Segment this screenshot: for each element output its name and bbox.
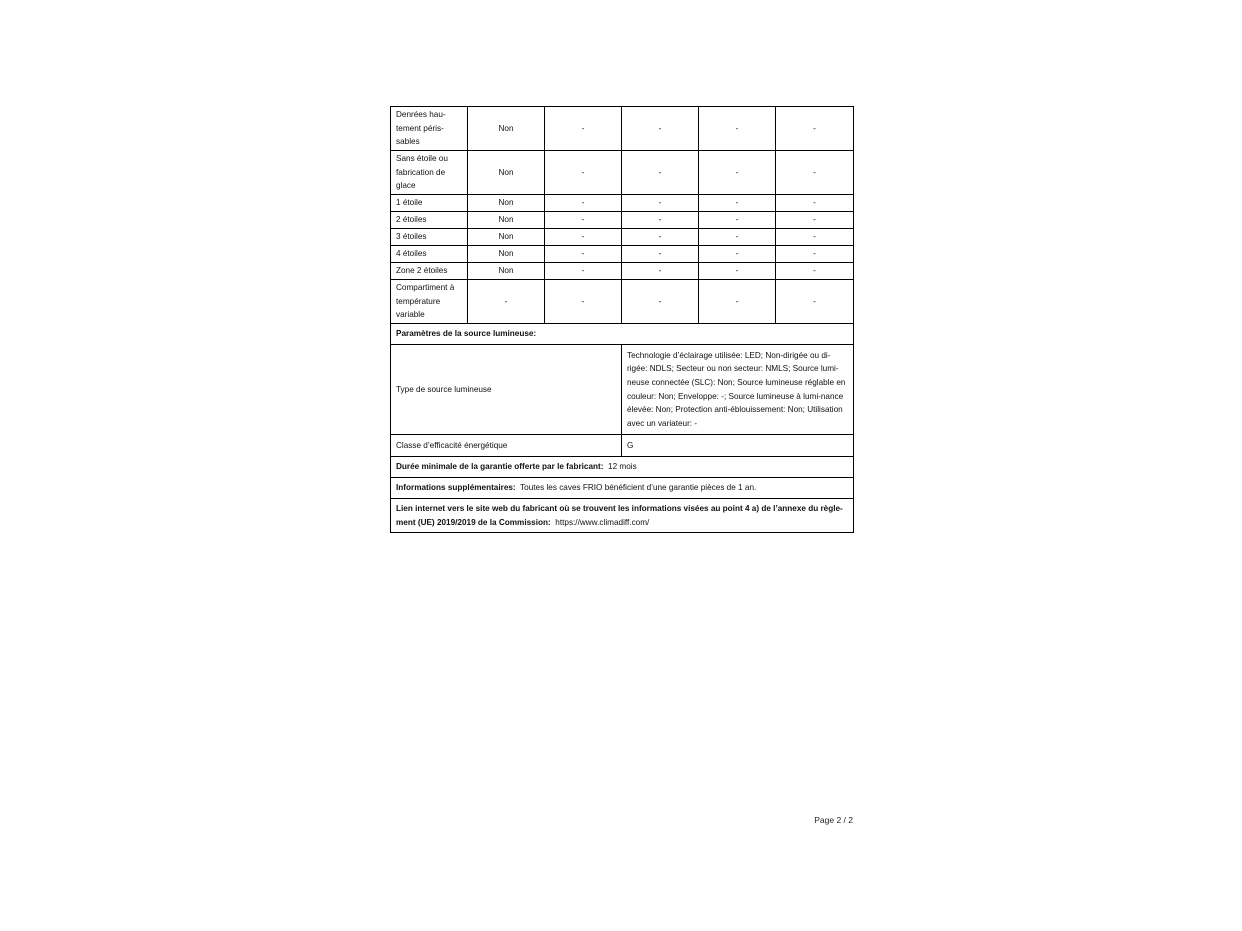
compartment-value: Non [468,246,545,263]
compartment-value: - [776,263,854,280]
compartment-name: 4 étoiles [391,246,468,263]
warranty-row [391,457,854,478]
manufacturer-link-row [391,499,854,533]
table-row [391,263,854,280]
manufacturer-link[interactable]: https://www.climadiff.com/ [555,517,650,527]
light-source-type-value: Technologie d’éclairage utilisée: LED; Non-dirigée ou di-rigée: NDLS; Secteur ou non secteur: NMLS; Source lumi-neuse connectée (SLC): Non; Source lumineuse réglable en couleur: Non; Enveloppe: -; Source lumineuse à lumi-nance élevée: Non; Protection anti-éblouissement: Non; Utilisation avec un variateur: - [622,345,854,435]
compartment-value: - [699,195,776,212]
compartment-value: - [545,280,622,324]
compartment-name: Compartiment à température variable [391,280,468,324]
light-source-section-title: Paramètres de la source lumineuse: [391,324,854,345]
warranty-label: Durée minimale de la garantie offerte par le fabricant: [396,462,604,472]
compartment-name: 2 étoiles [391,212,468,229]
compartment-value: - [545,107,622,151]
warranty-value: 12 mois [608,462,637,472]
compartment-value: - [545,195,622,212]
compartment-value: - [622,195,699,212]
compartment-value: Non [468,151,545,195]
compartment-value: - [699,212,776,229]
compartment-value: - [776,195,854,212]
table-row [391,478,854,499]
compartment-value: - [776,280,854,324]
compartment-value: - [699,280,776,324]
page-number: Page 2 / 2 [814,815,853,825]
compartment-value: - [699,229,776,246]
compartment-name: 1 étoile [391,195,468,212]
table-row [391,457,854,478]
compartment-value: Non [468,195,545,212]
light-source-type-label: Type de source lumineuse [391,345,622,435]
table-row [391,107,854,151]
compartment-value: - [776,212,854,229]
manufacturer-link-label: Lien internet vers le site web du fabricant où se trouvent les informations visées au point 4 a) de l’annexe du règle-ment (UE) 2019/2019 de la Commission: [396,504,843,527]
energy-efficiency-label: Classe d’efficacité énergétique [391,435,622,457]
compartment-value: - [699,246,776,263]
compartment-value: - [776,246,854,263]
compartment-value: - [622,263,699,280]
compartment-value: Non [468,229,545,246]
compartment-value: - [622,246,699,263]
compartment-value: - [776,151,854,195]
compartment-value: Non [468,107,545,151]
compartment-name: 3 étoiles [391,229,468,246]
compartment-value: - [545,212,622,229]
additional-info-row [391,478,854,499]
table-row [391,195,854,212]
compartment-value: - [545,263,622,280]
compartment-value: Non [468,212,545,229]
table-row [391,499,854,533]
additional-info-value: Toutes les caves FRIO bénéficient d’une garantie pièces de 1 an. [520,483,757,493]
compartment-value: - [699,151,776,195]
table-row [391,280,854,324]
compartment-value: - [776,107,854,151]
product-info-table [390,106,854,533]
compartment-value: - [699,107,776,151]
compartment-value: - [622,107,699,151]
table-row [391,345,854,435]
compartment-name: Zone 2 étoiles [391,263,468,280]
table-row [391,212,854,229]
compartment-value: - [699,263,776,280]
compartment-value: Non [468,263,545,280]
compartment-name: Denrées hau-tement péris-sables [391,107,468,151]
compartment-value: - [468,280,545,324]
compartment-value: - [545,229,622,246]
section-header-row [391,324,854,345]
table-row [391,435,854,457]
compartment-value: - [776,229,854,246]
table-row [391,246,854,263]
compartment-value: - [622,280,699,324]
table-row [391,151,854,195]
compartment-value: - [545,151,622,195]
compartment-name: Sans étoile ou fabrication de glace [391,151,468,195]
compartment-value: - [622,212,699,229]
compartment-value: - [545,246,622,263]
compartment-value: - [622,151,699,195]
table-row [391,229,854,246]
compartment-value: - [622,229,699,246]
energy-efficiency-value: G [622,435,854,457]
additional-info-label: Informations supplémentaires: [396,483,516,493]
